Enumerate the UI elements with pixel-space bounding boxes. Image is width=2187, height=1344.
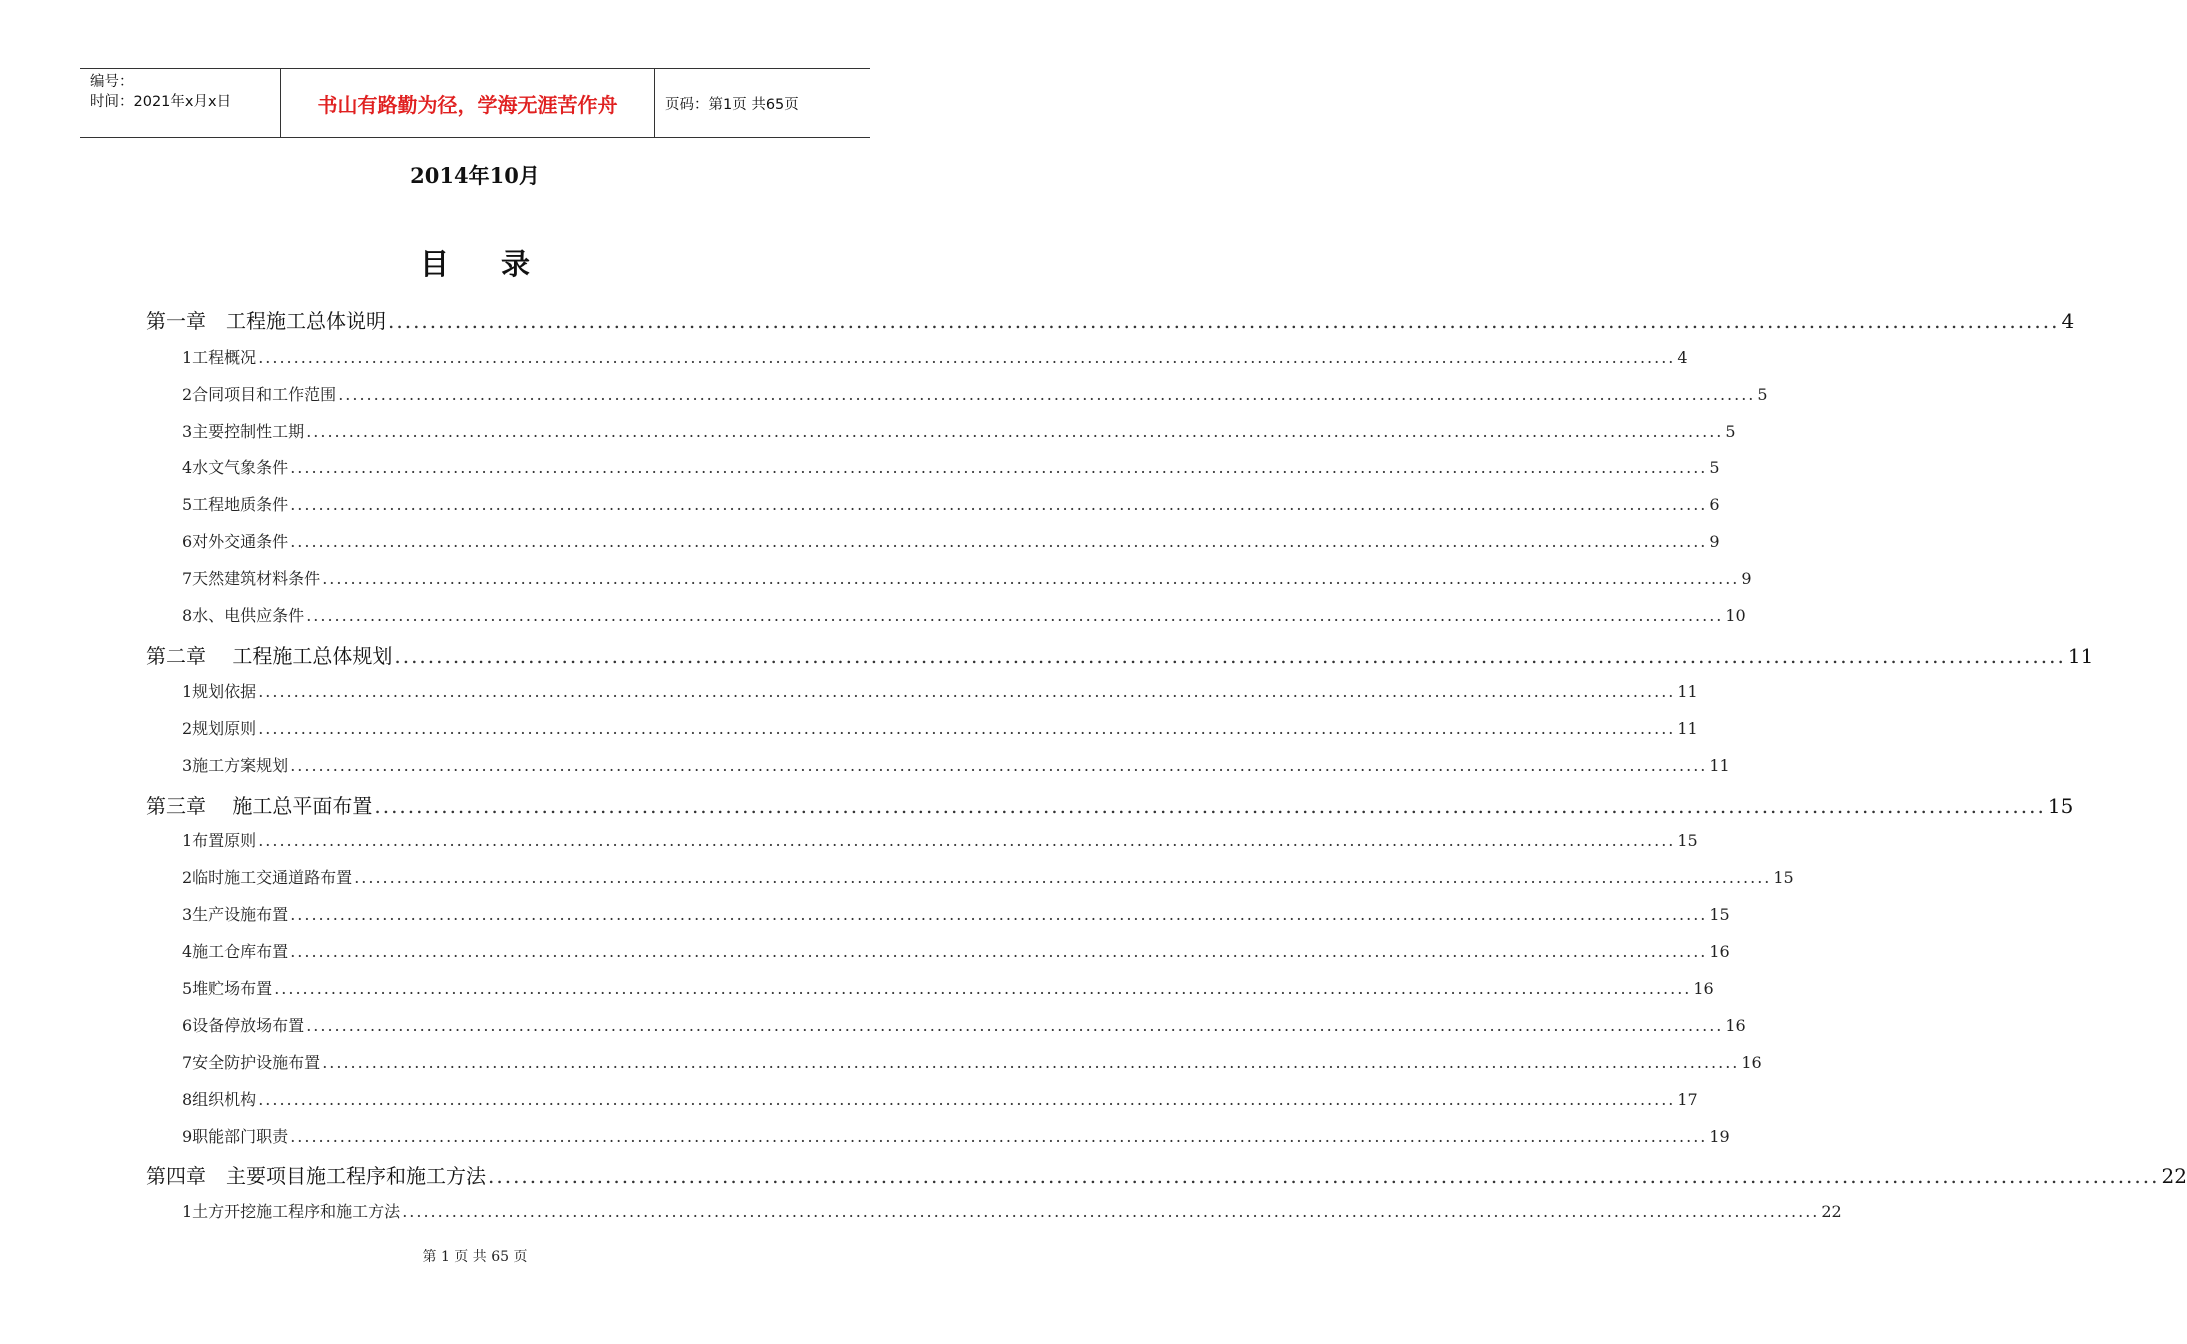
header-time-label: 时间：2021年x月x日	[90, 94, 232, 110]
toc-dot-leader: ........................................................................................................................................................................................................	[322, 1053, 1740, 1072]
toc-dot-leader: ........................................................................................................................................................................................................	[354, 868, 1772, 887]
toc-entry-page: 5	[1709, 458, 1720, 477]
toc-dot-leader: ........................................................................................................................................................................................................	[394, 644, 2066, 668]
toc-entry[interactable]	[182, 566, 1752, 590]
toc-entry[interactable]	[182, 1087, 1698, 1111]
toc-entry-label: 第四章 主要项目施工程序和施工方法	[146, 1164, 486, 1188]
toc-dot-leader: ........................................................................................................................................................................................................	[258, 719, 1676, 738]
toc-entry-label: 9职能部门职责	[182, 1127, 289, 1146]
toc-dot-leader: ........................................................................................................................................................................................................	[290, 495, 1708, 514]
toc-entry-page: 6	[1709, 495, 1720, 514]
toc-entry[interactable]	[182, 679, 1698, 703]
toc-entry[interactable]	[182, 603, 1746, 627]
toc-title: 目录	[419, 247, 582, 281]
toc-entry[interactable]	[182, 1050, 1762, 1074]
toc-entry-label: 第二章 工程施工总体规划	[146, 644, 393, 668]
header-number-label: 编号：	[90, 74, 134, 90]
toc-entry-page: 5	[1757, 385, 1768, 404]
toc-entry[interactable]	[182, 753, 1730, 777]
toc-dot-leader: ........................................................................................................................................................................................................	[306, 422, 1724, 441]
toc-entry[interactable]	[146, 1160, 2187, 1190]
toc-entry-page: 11	[2067, 644, 2094, 668]
toc-entry-page: 16	[1741, 1053, 1762, 1072]
toc-entry-page: 22	[2161, 1164, 2187, 1188]
toc-entry-page: 15	[1773, 868, 1794, 887]
toc-entry-label: 第三章 施工总平面布置	[146, 794, 373, 818]
toc-entry[interactable]	[146, 640, 2094, 670]
toc-entry[interactable]	[182, 529, 1720, 553]
toc-dot-leader: ........................................................................................................................................................................................................	[338, 385, 1756, 404]
toc-entry[interactable]	[182, 976, 1714, 1000]
toc-entry-page: 9	[1741, 569, 1752, 588]
toc-entry[interactable]	[182, 1013, 1746, 1037]
toc-entry-label: 1土方开挖施工程序和施工方法	[182, 1202, 401, 1221]
toc-entry-label: 6设备停放场布置	[182, 1016, 305, 1035]
toc-entry-page: 16	[1693, 979, 1714, 998]
toc-dot-leader: ........................................................................................................................................................................................................	[258, 348, 1676, 367]
toc-entry-label: 7安全防护设施布置	[182, 1053, 321, 1072]
toc-entry-label: 2合同项目和工作范围	[182, 385, 337, 404]
toc-entry-label: 3主要控制性工期	[182, 422, 305, 441]
toc-entry-page: 15	[1677, 831, 1698, 850]
toc-entry-page: 11	[1677, 682, 1698, 701]
toc-dot-leader: ........................................................................................................................................................................................................	[374, 794, 2046, 818]
toc-dot-leader: ........................................................................................................................................................................................................	[488, 1164, 2160, 1188]
toc-entry-label: 2规划原则	[182, 719, 257, 738]
toc-entry-page: 4	[2061, 309, 2075, 333]
toc-entry-label: 3施工方案规划	[182, 756, 289, 775]
header-page-info: 页码：第1页 共65页	[665, 96, 799, 113]
toc-dot-leader: ........................................................................................................................................................................................................	[306, 1016, 1724, 1035]
document-date: 2014年10月	[410, 163, 540, 188]
toc-dot-leader: ........................................................................................................................................................................................................	[402, 1202, 1820, 1221]
toc-entry-label: 4施工仓库布置	[182, 942, 289, 961]
toc-entry-page: 15	[2047, 794, 2074, 818]
toc-entry-label: 5堆贮场布置	[182, 979, 273, 998]
toc-dot-leader: ........................................................................................................................................................................................................	[290, 1127, 1708, 1146]
toc-dot-leader: ........................................................................................................................................................................................................	[322, 569, 1740, 588]
header-motto: 书山有路勤为径，学海无涯苦作舟	[281, 69, 655, 137]
toc-entry[interactable]	[182, 1124, 1730, 1148]
toc-dot-leader: ........................................................................................................................................................................................................	[290, 756, 1708, 775]
toc-entry-label: 7天然建筑材料条件	[182, 569, 321, 588]
toc-dot-leader: ........................................................................................................................................................................................................	[290, 905, 1708, 924]
toc-entry[interactable]	[182, 1199, 1842, 1223]
toc-dot-leader: ........................................................................................................................................................................................................	[290, 458, 1708, 477]
toc-entry[interactable]	[182, 455, 1720, 479]
toc-entry-label: 3生产设施布置	[182, 905, 289, 924]
toc-dot-leader: ........................................................................................................................................................................................................	[258, 1090, 1676, 1109]
toc-dot-leader: ........................................................................................................................................................................................................	[388, 309, 2060, 333]
toc-entry[interactable]	[146, 305, 2075, 335]
toc-entry[interactable]	[182, 939, 1730, 963]
toc-entry-label: 5工程地质条件	[182, 495, 289, 514]
toc-entry[interactable]	[182, 492, 1720, 516]
toc-entry-label: 8组织机构	[182, 1090, 257, 1109]
toc-entry-label: 1布置原则	[182, 831, 257, 850]
toc-dot-leader: ........................................................................................................................................................................................................	[290, 532, 1708, 551]
toc-entry-page: 11	[1677, 719, 1698, 738]
toc-entry-page: 5	[1725, 422, 1736, 441]
toc-entry-page: 11	[1709, 756, 1730, 775]
toc-entry-label: 4水文气象条件	[182, 458, 289, 477]
toc-entry-label: 1规划依据	[182, 682, 257, 701]
toc-entry[interactable]	[182, 865, 1794, 889]
toc-entry[interactable]	[182, 902, 1730, 926]
toc-entry-page: 10	[1725, 606, 1746, 625]
toc-entry[interactable]	[146, 790, 2074, 820]
toc-dot-leader: ........................................................................................................................................................................................................	[306, 606, 1724, 625]
toc-entry-label: 第一章 工程施工总体说明	[146, 309, 386, 333]
toc-entry-page: 17	[1677, 1090, 1698, 1109]
toc-entry-page: 16	[1725, 1016, 1746, 1035]
toc-dot-leader: ........................................................................................................................................................................................................	[258, 682, 1676, 701]
toc-entry-label: 6对外交通条件	[182, 532, 289, 551]
toc-entry-page: 4	[1677, 348, 1688, 367]
toc-entry-label: 1工程概况	[182, 348, 257, 367]
toc-entry[interactable]	[182, 716, 1698, 740]
toc-dot-leader: ........................................................................................................................................................................................................	[258, 831, 1676, 850]
toc-entry-page: 19	[1709, 1127, 1730, 1146]
page-footer: 第 1 页 共 65 页	[422, 1249, 528, 1265]
header-meta	[80, 69, 281, 137]
toc-dot-leader: ........................................................................................................................................................................................................	[274, 979, 1692, 998]
toc-entry[interactable]	[182, 828, 1698, 852]
toc-entry[interactable]	[182, 382, 1768, 406]
toc-entry-page: 9	[1709, 532, 1720, 551]
toc-entry-page: 16	[1709, 942, 1730, 961]
toc-entry-page: 22	[1821, 1202, 1842, 1221]
toc-entry[interactable]	[182, 345, 1688, 369]
toc-entry-label: 2临时施工交通道路布置	[182, 868, 353, 887]
page-header	[80, 68, 870, 138]
toc-dot-leader: ........................................................................................................................................................................................................	[290, 942, 1708, 961]
toc-entry-page: 15	[1709, 905, 1730, 924]
toc-entry-label: 8水、电供应条件	[182, 606, 305, 625]
toc-entry[interactable]	[182, 419, 1736, 443]
